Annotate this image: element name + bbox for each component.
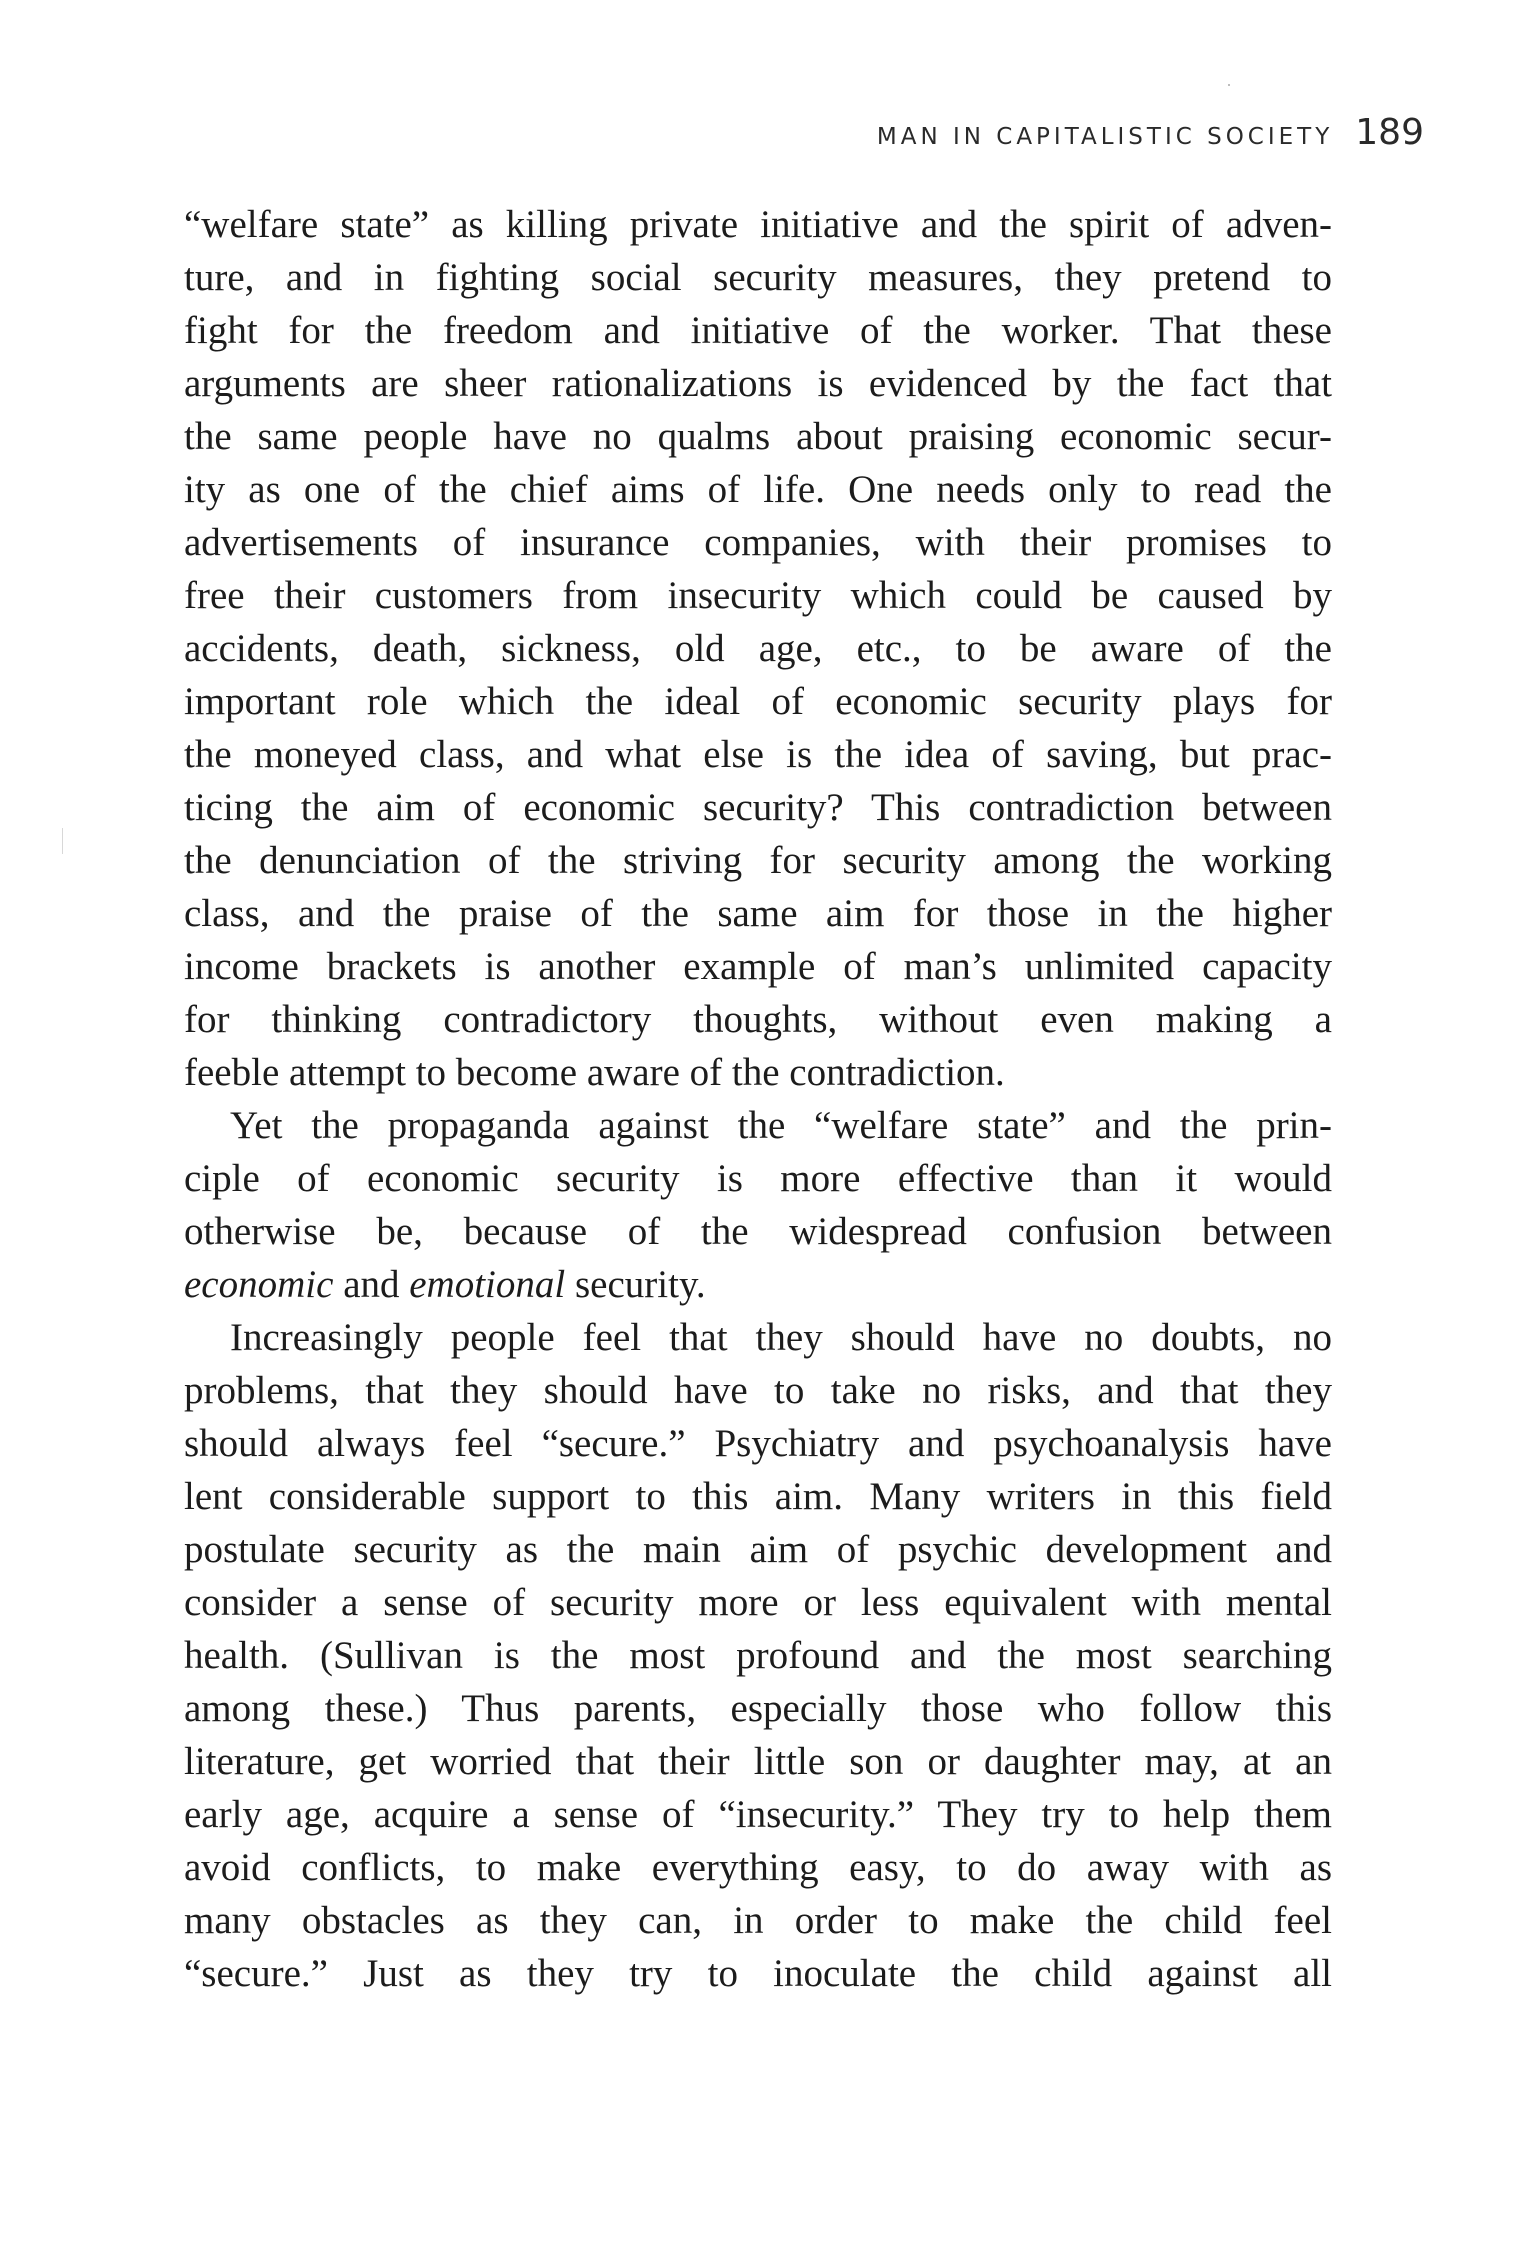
text-line: should always feel “secure.” Psychiatry and psychoanalysis have (184, 1422, 1332, 1465)
text-line: health. (Sullivan is the most profound and the most searching (184, 1634, 1332, 1677)
text-line: fight for the freedom and initiative of the worker. That these (184, 309, 1332, 352)
text-line: for thinking contradictory thoughts, without even making a (184, 998, 1332, 1041)
paragraph-1 (184, 198, 1332, 1099)
italic-term-economic: economic (184, 1263, 334, 1306)
body-text (184, 198, 1332, 2000)
text-line: many obstacles as they can, in order to make the child feel (184, 1899, 1332, 1942)
text-line: the moneyed class, and what else is the idea of saving, but prac- (184, 733, 1332, 776)
text-line: lent considerable support to this aim. Many writers in this field (184, 1475, 1332, 1518)
text-line: arguments are sheer rationalizations is evidenced by the fact that (184, 362, 1332, 405)
paragraph-2 (184, 1099, 1332, 1311)
text-line: “welfare state” as killing private initiative and the spirit of adven- (184, 203, 1332, 246)
text-line: class, and the praise of the same aim for those in the higher (184, 892, 1332, 935)
text-line: among these.) Thus parents, especially those who follow this (184, 1687, 1332, 1730)
text-line: problems, that they should have to take no risks, and that they (184, 1369, 1332, 1412)
text-line: the same people have no qualms about praising economic secur- (184, 415, 1332, 458)
running-title: MAN IN CAPITALISTIC SOCIETY (876, 124, 1334, 150)
text-line: ity as one of the chief aims of life. One needs only to read the (184, 468, 1332, 511)
text-line: postulate security as the main aim of psychic development and (184, 1528, 1332, 1571)
text-line: accidents, death, sickness, old age, etc., to be aware of the (184, 627, 1332, 670)
text-line: “secure.” Just as they try to inoculate the child against all (184, 1952, 1332, 1995)
text-line: ticing the aim of economic security? This contradiction between (184, 786, 1332, 829)
text-line: Yet the propaganda against the “welfare state” and the prin- (230, 1104, 1332, 1147)
italic-term-emotional: emotional (409, 1263, 566, 1306)
text-line (184, 1258, 1332, 1311)
text-fragment: and (333, 1263, 410, 1306)
margin-mark (62, 828, 63, 854)
text-line: literature, get worried that their little son or daughter may, at an (184, 1740, 1332, 1783)
running-header (877, 112, 1424, 153)
text-line: otherwise be, because of the widespread confusion between (184, 1210, 1332, 1253)
text-line: important role which the ideal of economic security plays for (184, 680, 1332, 723)
text-line: avoid conflicts, to make everything easy, to do away with as (184, 1846, 1332, 1889)
text-line: advertisements of insurance companies, with their promises to (184, 521, 1332, 564)
text-line: the denunciation of the striving for security among the working (184, 839, 1332, 882)
text-fragment: security. (565, 1263, 706, 1306)
scan-speck (1228, 84, 1230, 86)
text-line: Increasingly people feel that they should have no doubts, no (230, 1316, 1332, 1359)
text-line: feeble attempt to become aware of the contradiction. (184, 1051, 1005, 1094)
page-number: 189 (1355, 112, 1424, 153)
text-line: early age, acquire a sense of “insecurity.” They try to help them (184, 1793, 1332, 1836)
text-line: ciple of economic security is more effective than it would (184, 1157, 1332, 1200)
paragraph-3 (184, 1311, 1332, 2000)
text-line: income brackets is another example of man’s unlimited capacity (184, 945, 1332, 988)
text-line: ture, and in fighting social security measures, they pretend to (184, 256, 1332, 299)
text-line: free their customers from insecurity which could be caused by (184, 574, 1332, 617)
text-line: consider a sense of security more or less equivalent with mental (184, 1581, 1332, 1624)
